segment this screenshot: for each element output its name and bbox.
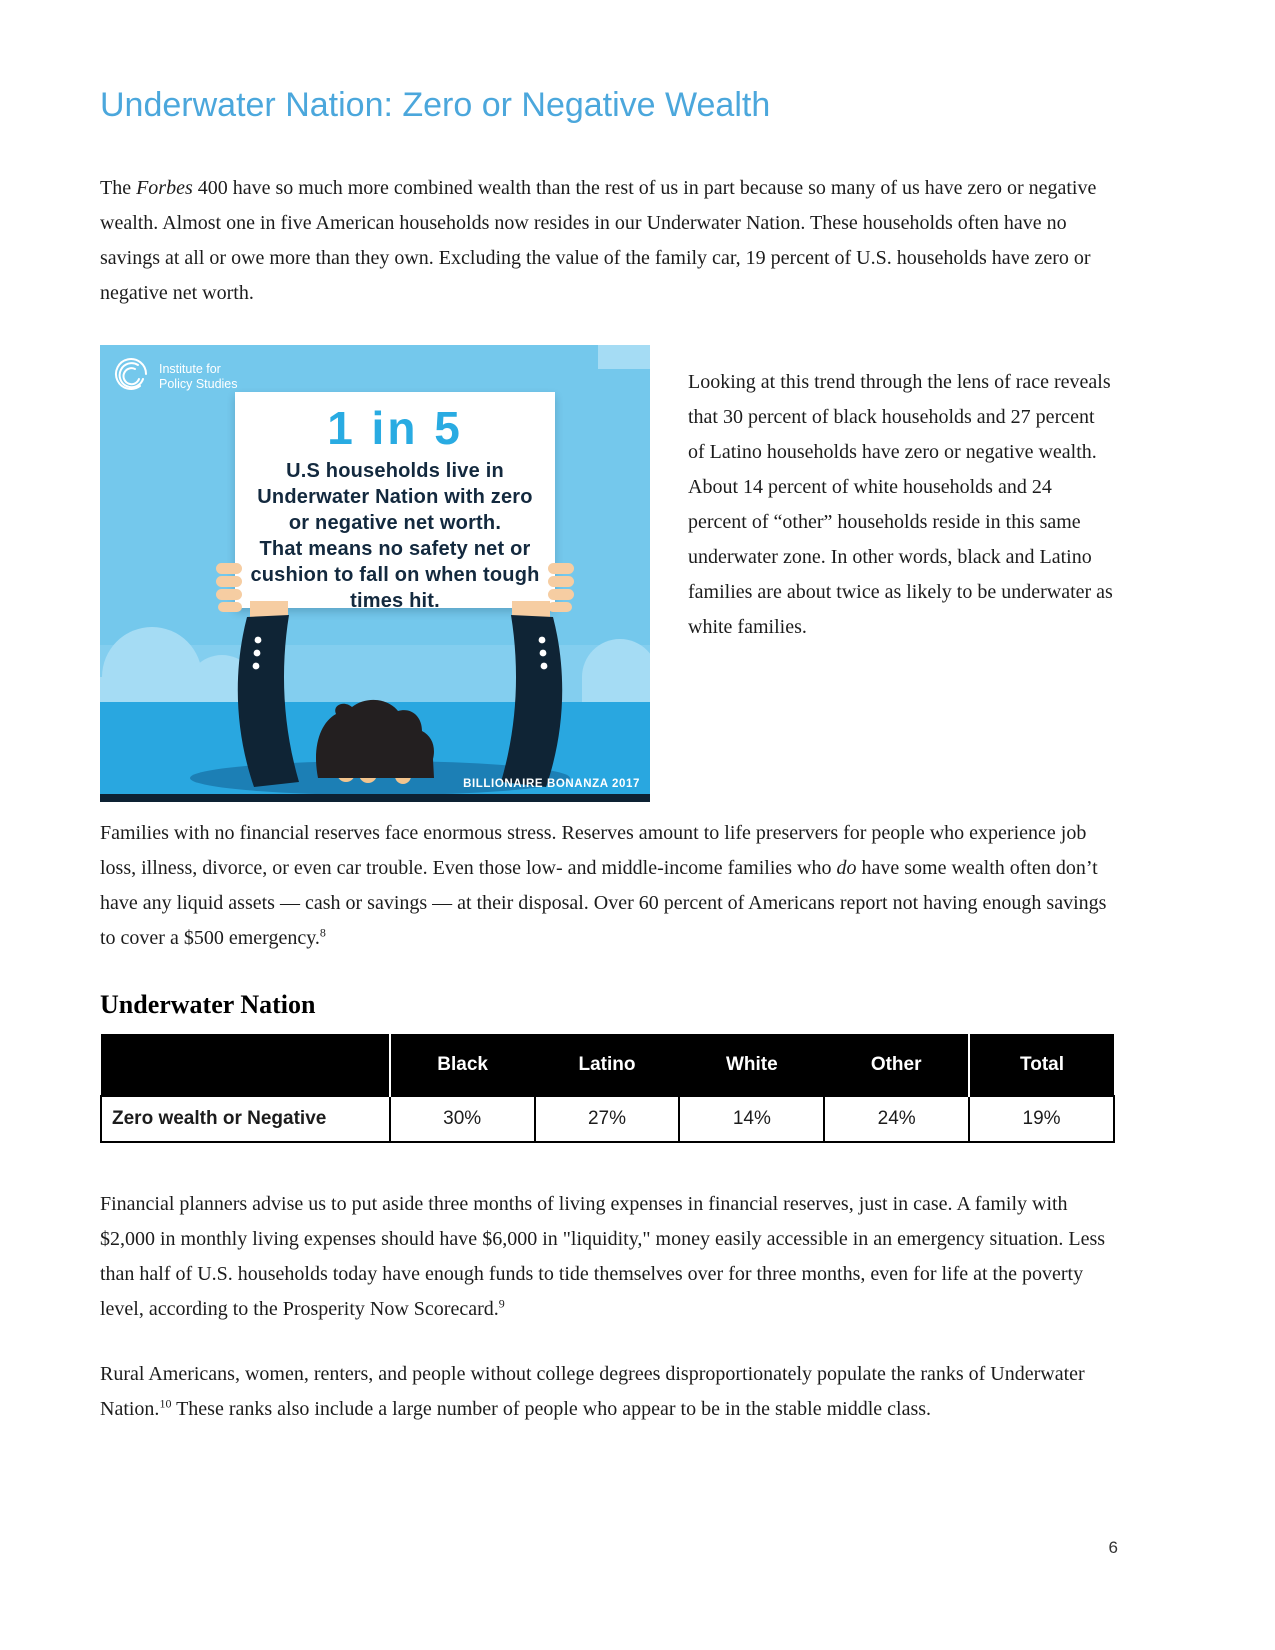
page-title: Underwater Nation: Zero or Negative Wealth bbox=[100, 86, 771, 124]
table-row bbox=[101, 1096, 1114, 1142]
page-number: 6 bbox=[1108, 1538, 1118, 1557]
sign-text-line: That means no safety net or bbox=[259, 538, 531, 561]
paragraph-reserves bbox=[100, 816, 1115, 956]
media-row bbox=[100, 345, 1115, 802]
header-cell-other: Other bbox=[824, 1034, 969, 1096]
text-run: 400 have so much more combined wealth than the rest of us in part because so many of us have zero or negative wealth. Almost one in five American households now resides in our Underwater Nation. These households often have no savings at all or owe more than they own. Excluding the value of the family car, 19 percent of U.S. households have zero or negative net worth. bbox=[100, 177, 1097, 304]
text-run-italic: do bbox=[836, 857, 857, 879]
right-arm bbox=[501, 563, 574, 787]
section-heading: Underwater Nation bbox=[100, 990, 316, 1019]
footnote-ref-10: 10 bbox=[159, 1396, 172, 1411]
underwater-nation-table bbox=[100, 1034, 1115, 1143]
left-arm bbox=[216, 563, 299, 787]
sign-text-line: or negative net worth. bbox=[288, 512, 502, 535]
right-hand bbox=[548, 563, 574, 612]
paragraph-intro bbox=[100, 171, 1115, 311]
sign-text-line: times hit. bbox=[350, 590, 440, 613]
value-cell-white: 14% bbox=[679, 1096, 824, 1142]
left-hand bbox=[216, 563, 242, 612]
text-run: Rural Americans, women, renters, and people without college degrees disproportionately populate the ranks of Underwater Nation. bbox=[100, 1363, 1085, 1420]
sign-text-line: U.S households live in bbox=[286, 460, 504, 483]
table-header-row bbox=[101, 1034, 1114, 1096]
value-cell-total: 19% bbox=[969, 1096, 1114, 1142]
logo-line: Institute for bbox=[159, 362, 221, 376]
header-cell-white: White bbox=[679, 1034, 824, 1096]
text-run: Families with no financial reserves face enormous stress. Reserves amount to life preservers for people who experience job loss, illness, divorce, or even car trouble. Even those low- and middle-income families who bbox=[100, 822, 1087, 879]
sign-text-line: cushion to fall on when tough bbox=[250, 564, 540, 587]
logo-line: Policy Studies bbox=[159, 377, 238, 391]
text-run: These ranks also include a large number of people who appear to be in the stable middle class. bbox=[171, 1398, 932, 1420]
header-cell-empty bbox=[101, 1034, 390, 1096]
ips-swirl-icon bbox=[112, 357, 152, 397]
header-cell-total: Total bbox=[969, 1034, 1114, 1096]
paragraph-race: Looking at this trend through the lens of race reveals that 30 percent of black households and 27 percent of Latino households have zero or negative wealth. About 14 percent of white households and 24 percent of “other” households reside in this same underwater zone. In other words, black and Latino families are about twice as likely to be underwater as white families. bbox=[688, 371, 1113, 638]
text-run: The bbox=[100, 177, 137, 199]
value-cell-black: 30% bbox=[390, 1096, 535, 1142]
institute-logo-text bbox=[159, 357, 238, 397]
text-run: Financial planners advise us to put aside three months of living expenses in financial reserves, just in case. A family with $2,000 in monthly living expenses should have $6,000 in "liquidity," money easily accessible in an emergency situation. Less than half of U.S. households today have enough funds to tide themselves over for three months, even for life at the poverty level, according to the Prosperity Now Scorecard. bbox=[100, 1193, 1106, 1320]
footnote-ref-9: 9 bbox=[498, 1296, 505, 1311]
infographic-arms-layer bbox=[100, 345, 650, 802]
paragraph-planners bbox=[100, 1187, 1115, 1327]
infographic-caption: BILLIONAIRE BONANZA 2017 bbox=[463, 778, 640, 790]
header-cell-latino: Latino bbox=[535, 1034, 680, 1096]
value-cell-other: 24% bbox=[824, 1096, 969, 1142]
infographic-headline: 1 in 5 bbox=[327, 402, 463, 454]
value-cell-latino: 27% bbox=[535, 1096, 680, 1142]
text-run-italic: Forbes bbox=[136, 177, 193, 199]
footnote-ref-8: 8 bbox=[319, 925, 326, 940]
paragraph-rural bbox=[100, 1357, 1115, 1427]
institute-logo bbox=[112, 357, 238, 397]
underwater-infographic bbox=[100, 345, 650, 802]
text-run: have some wealth often don’t have any liquid assets — cash or savings — at their disposal. Over 60 percent of Americans report not having enough savings to cover a $500 emergency. bbox=[100, 857, 1107, 949]
sign-text-line: Underwater Nation with zero bbox=[257, 486, 533, 509]
row-label-cell: Zero wealth or Negative bbox=[101, 1096, 390, 1142]
header-cell-black: Black bbox=[390, 1034, 535, 1096]
